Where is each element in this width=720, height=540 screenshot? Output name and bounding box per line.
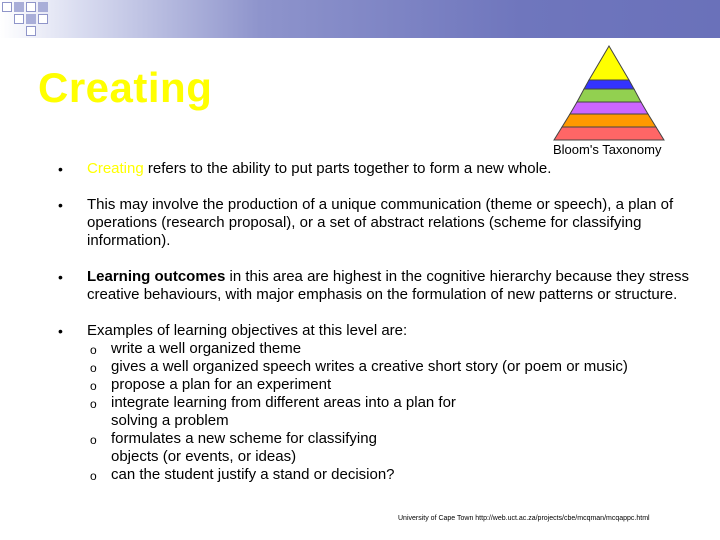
- bullet-text: in this area are highest in the cognitive hierarchy because they stress creative behaviours, with major emphasis on the formulation of new patterns or structure.: [87, 268, 689, 303]
- decorative-square: [26, 26, 36, 36]
- sub-bullet-item: [87, 340, 491, 358]
- decorative-square: [38, 14, 48, 24]
- bullet-symbol: •: [58, 197, 63, 213]
- highlight-term: Creating: [87, 160, 144, 177]
- pyramid-level: [562, 114, 656, 127]
- pyramid-caption: Bloom's Taxonomy: [553, 142, 662, 157]
- sub-bullet-symbol: o: [90, 469, 97, 483]
- sub-bullet-text: integrate learning from different areas into a plan for solving a problem: [111, 394, 456, 429]
- bullet-item: [58, 160, 698, 178]
- sub-bullet-text: can the student justify a stand or decision?: [111, 466, 395, 483]
- bullet-text: refers to the ability to put parts together to form a new whole.: [143, 160, 552, 177]
- decorative-square: [38, 2, 48, 12]
- decorative-square: [26, 2, 36, 12]
- sub-bullet-item: [87, 376, 698, 394]
- bullet-item: [58, 268, 698, 304]
- decorative-squares: [0, 0, 80, 50]
- decorative-square: [26, 14, 36, 24]
- pyramid-level: [584, 80, 634, 89]
- sub-bullet-text: formulates a new scheme for classifying objects (or events, or ideas): [111, 430, 377, 465]
- sub-bullet-text: gives a well organized speech writes a creative short story (or poem or music): [111, 358, 628, 375]
- decorative-square: [14, 2, 24, 12]
- slide-title: Creating: [38, 64, 213, 111]
- sub-bullet-symbol: o: [90, 343, 97, 357]
- bold-term: Learning outcomes: [87, 268, 226, 285]
- header-gradient-bar: [0, 0, 720, 38]
- sub-bullet-item: [87, 394, 486, 430]
- footer-citation: University of Cape Town http://web.uct.ac.za/projects/cbe/mcqman/mcqappc.html: [398, 515, 650, 522]
- sub-bullet-item: [87, 466, 698, 484]
- sub-bullet-text: write a well organized theme: [111, 340, 302, 357]
- bullet-item: [58, 196, 698, 250]
- sub-bullet-symbol: o: [90, 379, 97, 393]
- sub-bullet-item: [87, 358, 698, 376]
- decorative-square: [2, 2, 12, 12]
- sub-bullet-item: [87, 430, 411, 466]
- pyramid-level: [589, 46, 629, 80]
- pyramid-level: [577, 89, 641, 102]
- bullet-item: [58, 322, 698, 484]
- sub-bullet-symbol: o: [90, 361, 97, 375]
- sub-bullet-symbol: o: [90, 433, 97, 447]
- bullet-text: Examples of learning objectives at this level are:: [87, 322, 408, 339]
- bullet-text: This may involve the production of a unique communication (theme or speech), a plan of operations (research proposal), or a set of abstract relations (scheme for classifying information).: [87, 196, 674, 249]
- slide-body: [58, 160, 698, 484]
- bullet-symbol: •: [58, 161, 63, 177]
- bullet-symbol: •: [58, 323, 63, 339]
- sub-bullet-text: propose a plan for an experiment: [111, 376, 332, 393]
- decorative-square: [14, 14, 24, 24]
- bullet-symbol: •: [58, 269, 63, 285]
- sub-bullet-symbol: o: [90, 397, 97, 411]
- blooms-pyramid-icon: [552, 44, 668, 142]
- pyramid-level: [570, 102, 648, 114]
- pyramid-level: [554, 127, 664, 140]
